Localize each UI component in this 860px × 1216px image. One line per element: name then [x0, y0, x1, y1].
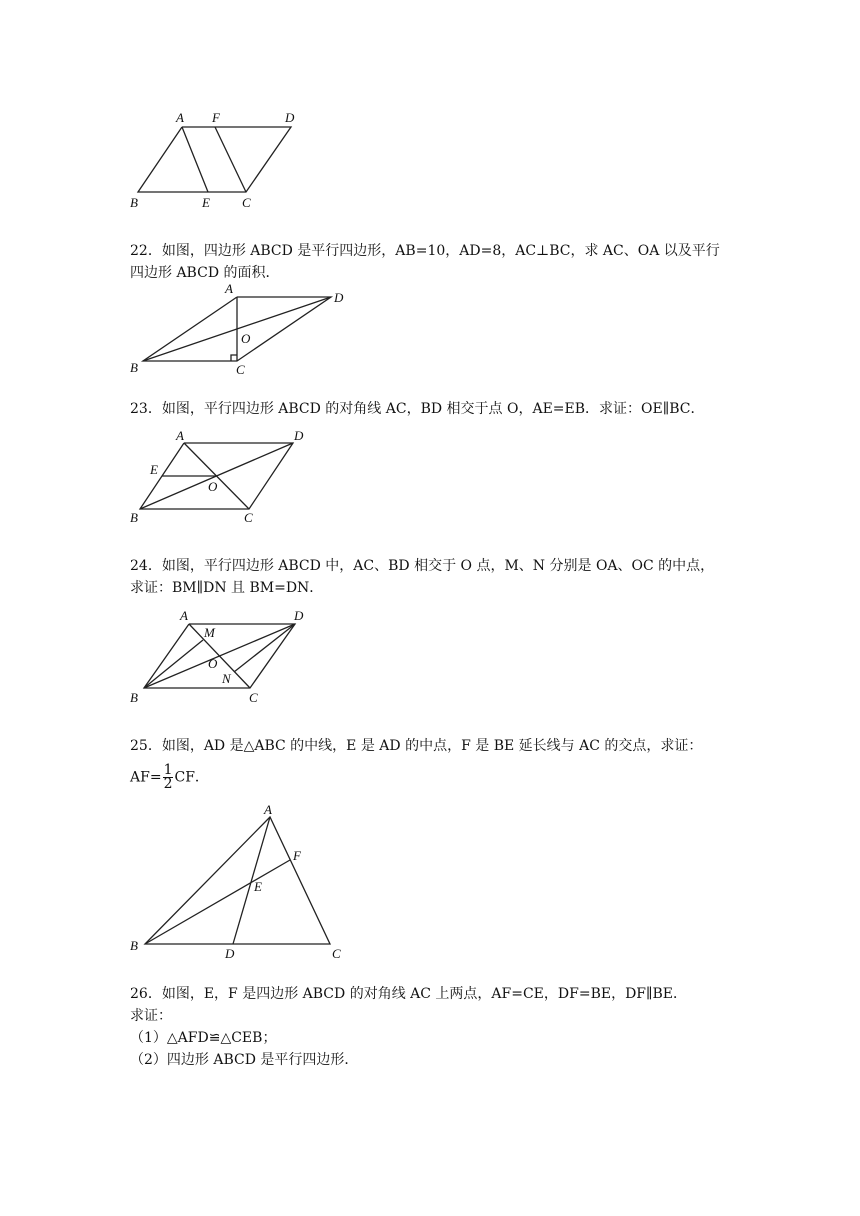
label-B: B — [130, 510, 138, 525]
label-A: A — [225, 281, 233, 296]
label-B: B — [130, 360, 138, 375]
label-O: O — [208, 656, 218, 671]
question-26-line-2: 求证： — [130, 1008, 172, 1024]
label-C: C — [244, 510, 253, 525]
label-B: B — [130, 195, 138, 210]
question-24-line-2: 求证：BM∥DN 且 BM=DN． — [130, 580, 324, 596]
label-D: D — [294, 428, 304, 443]
label-C: C — [332, 946, 341, 961]
question-25-line-1: 25．如图，AD 是△ABC 的中线，E 是 AD 的中点，F 是 BE 延长线与 AC 的交点，求证： — [130, 738, 703, 754]
label-C: C — [242, 195, 251, 210]
fraction-denominator: 2 — [163, 776, 173, 792]
label-A: A — [180, 608, 188, 623]
question-22-line-1: 22．如图，四边形 ABCD 是平行四边形，AB=10，AD=8，AC⊥BC，求 AC、OA 以及平行 — [130, 243, 720, 259]
label-D: D — [225, 946, 235, 961]
label-D: D — [334, 290, 344, 305]
label-O: O — [241, 331, 251, 346]
label-B: B — [130, 690, 138, 705]
question-23-line-1: 23．如图，平行四边形 ABCD 的对角线 AC，BD 相交于点 O，AE=EB．求证：OE∥BC． — [130, 401, 705, 417]
label-B: B — [130, 938, 138, 953]
label-F: F — [212, 110, 220, 125]
label-N: N — [222, 671, 231, 686]
fraction-numerator: 1 — [163, 762, 173, 778]
formula-suffix: CF． — [174, 769, 209, 786]
label-E: E — [254, 879, 262, 894]
label-A: A — [176, 110, 184, 125]
question-26-line-1: 26．如图，E，F 是四边形 ABCD 的对角线 AC 上两点，AF=CE，DF=BE，DF∥BE． — [130, 986, 687, 1002]
label-D: D — [294, 608, 304, 623]
formula-prefix: AF= — [130, 769, 162, 786]
label-F: F — [293, 848, 301, 863]
label-E: E — [150, 462, 158, 477]
label-A: A — [264, 802, 272, 817]
label-A: A — [176, 428, 184, 443]
label-O: O — [208, 479, 218, 494]
label-D: D — [285, 110, 295, 125]
label-M: M — [204, 625, 215, 640]
question-26-line-3: （1）△AFD≌△CEB； — [130, 1030, 277, 1046]
question-26-line-4: （2）四边形 ABCD 是平行四边形． — [130, 1052, 359, 1068]
label-E: E — [202, 195, 210, 210]
label-C: C — [236, 362, 245, 377]
label-C: C — [249, 690, 258, 705]
question-24-line-1: 24．如图，平行四边形 ABCD 中，AC、BD 相交于 O 点，M、N 分别是 OA、OC 的中点， — [130, 558, 715, 574]
question-22-line-2: 四边形 ABCD 的面积． — [130, 265, 280, 281]
